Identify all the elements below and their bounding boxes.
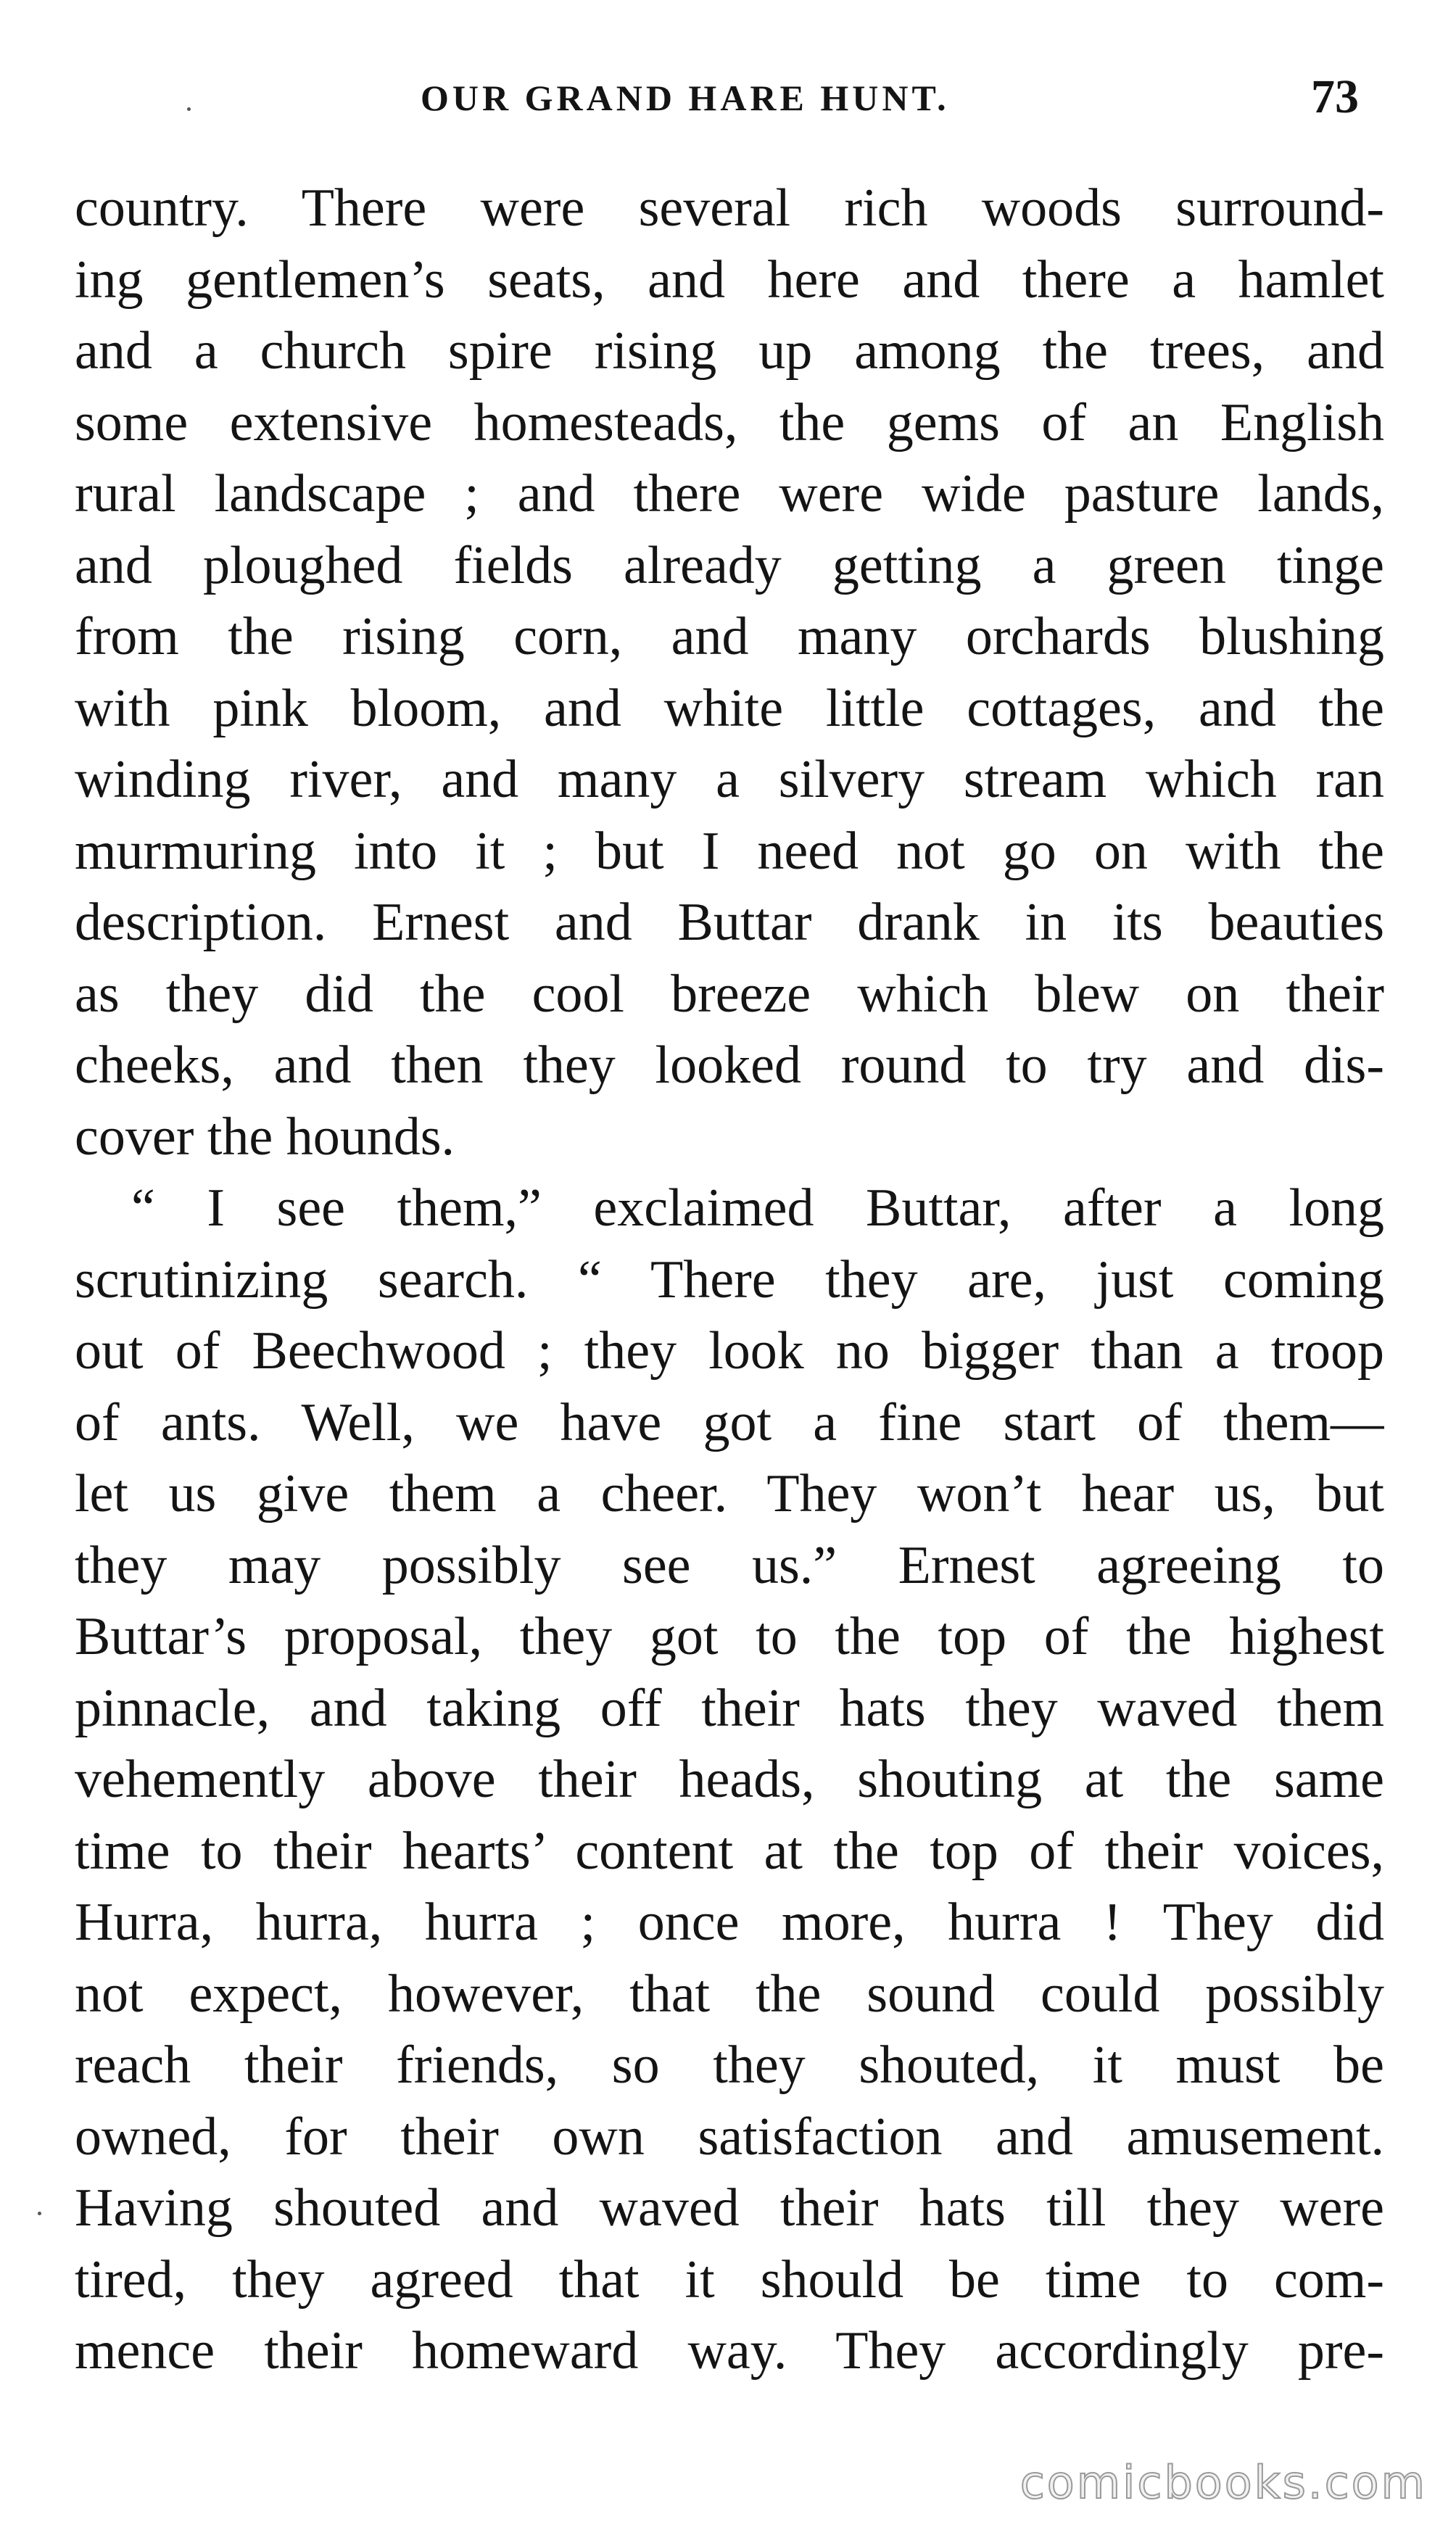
text-line: from the rising corn, and many orchards blushing [75,607,1384,666]
text-line: some extensive homesteads, the gems of an English [75,392,1384,452]
text-line: as they did the cool breeze which blew on their [75,964,1384,1024]
running-title: OUR GRAND HARE HUNT. [421,78,950,118]
text-line: description. Ernest and Buttar drank in its beauties [75,893,1384,952]
text-line: let us give them a cheer. They won’t hear us, but [75,1464,1384,1523]
text-line: scrutinizing search. “ There they are, just coming [75,1249,1384,1310]
text-line: country. There were several rich woods surround- [75,178,1384,238]
text-line: Buttar’s proposal, they got to the top of the highest [75,1607,1384,1666]
text-line: murmuring into it ; but I need not go on with the [75,821,1384,881]
body-text [75,173,1384,2387]
running-header [0,70,1456,135]
text-line: vehemently above their heads, shouting at the same [75,1750,1384,1809]
text-line: winding river, and many a silvery stream which ran [75,750,1384,809]
watermark: comicbooks.com [1019,2456,1427,2509]
text-line: mence their homeward way. They accordingly pre- [75,2321,1384,2381]
paragraph-end-line: cover the hounds. [75,1107,455,1167]
text-line: not expect, however, that the sound could possibly [75,1964,1384,2024]
text-line: cheeks, and then they looked round to try and dis- [75,1035,1384,1095]
text-line: and ploughed fields already getting a green tinge [75,535,1384,595]
text-line: Hurra, hurra, hurra ; once more, hurra ! They did [75,1893,1384,1952]
print-speck [38,2212,41,2215]
text-line: time to their hearts’ content at the top of their voices, [75,1821,1384,1881]
paragraph-start-line: “ I see them,” exclaimed Buttar, after a long [131,1178,1384,1238]
text-line: owned, for their own satisfaction and amusement. [75,2107,1384,2167]
text-line: ing gentlemen’s seats, and here and there a hamlet [75,249,1384,310]
page-number: 73 [1311,70,1359,123]
text-line: reach their friends, so they shouted, it must be [75,2035,1384,2095]
text-line: they may possibly see us.” Ernest agreeing to [75,1535,1384,1595]
text-line: tired, they agreed that it should be time to com- [75,2249,1384,2310]
text-line: Having shouted and waved their hats till they were [75,2178,1384,2238]
text-line: rural landscape ; and there were wide pasture lands, [75,464,1384,524]
text-line: out of Beechwood ; they look no bigger than a troop [75,1321,1384,1381]
print-speck [187,107,191,111]
text-line: pinnacle, and taking off their hats they waved them [75,1678,1384,1738]
text-line: of ants. Well, we have got a fine start of them— [75,1392,1384,1452]
text-line: and a church spire rising up among the trees, and [75,321,1384,381]
text-line: with pink bloom, and white little cottages, and the [75,678,1384,738]
